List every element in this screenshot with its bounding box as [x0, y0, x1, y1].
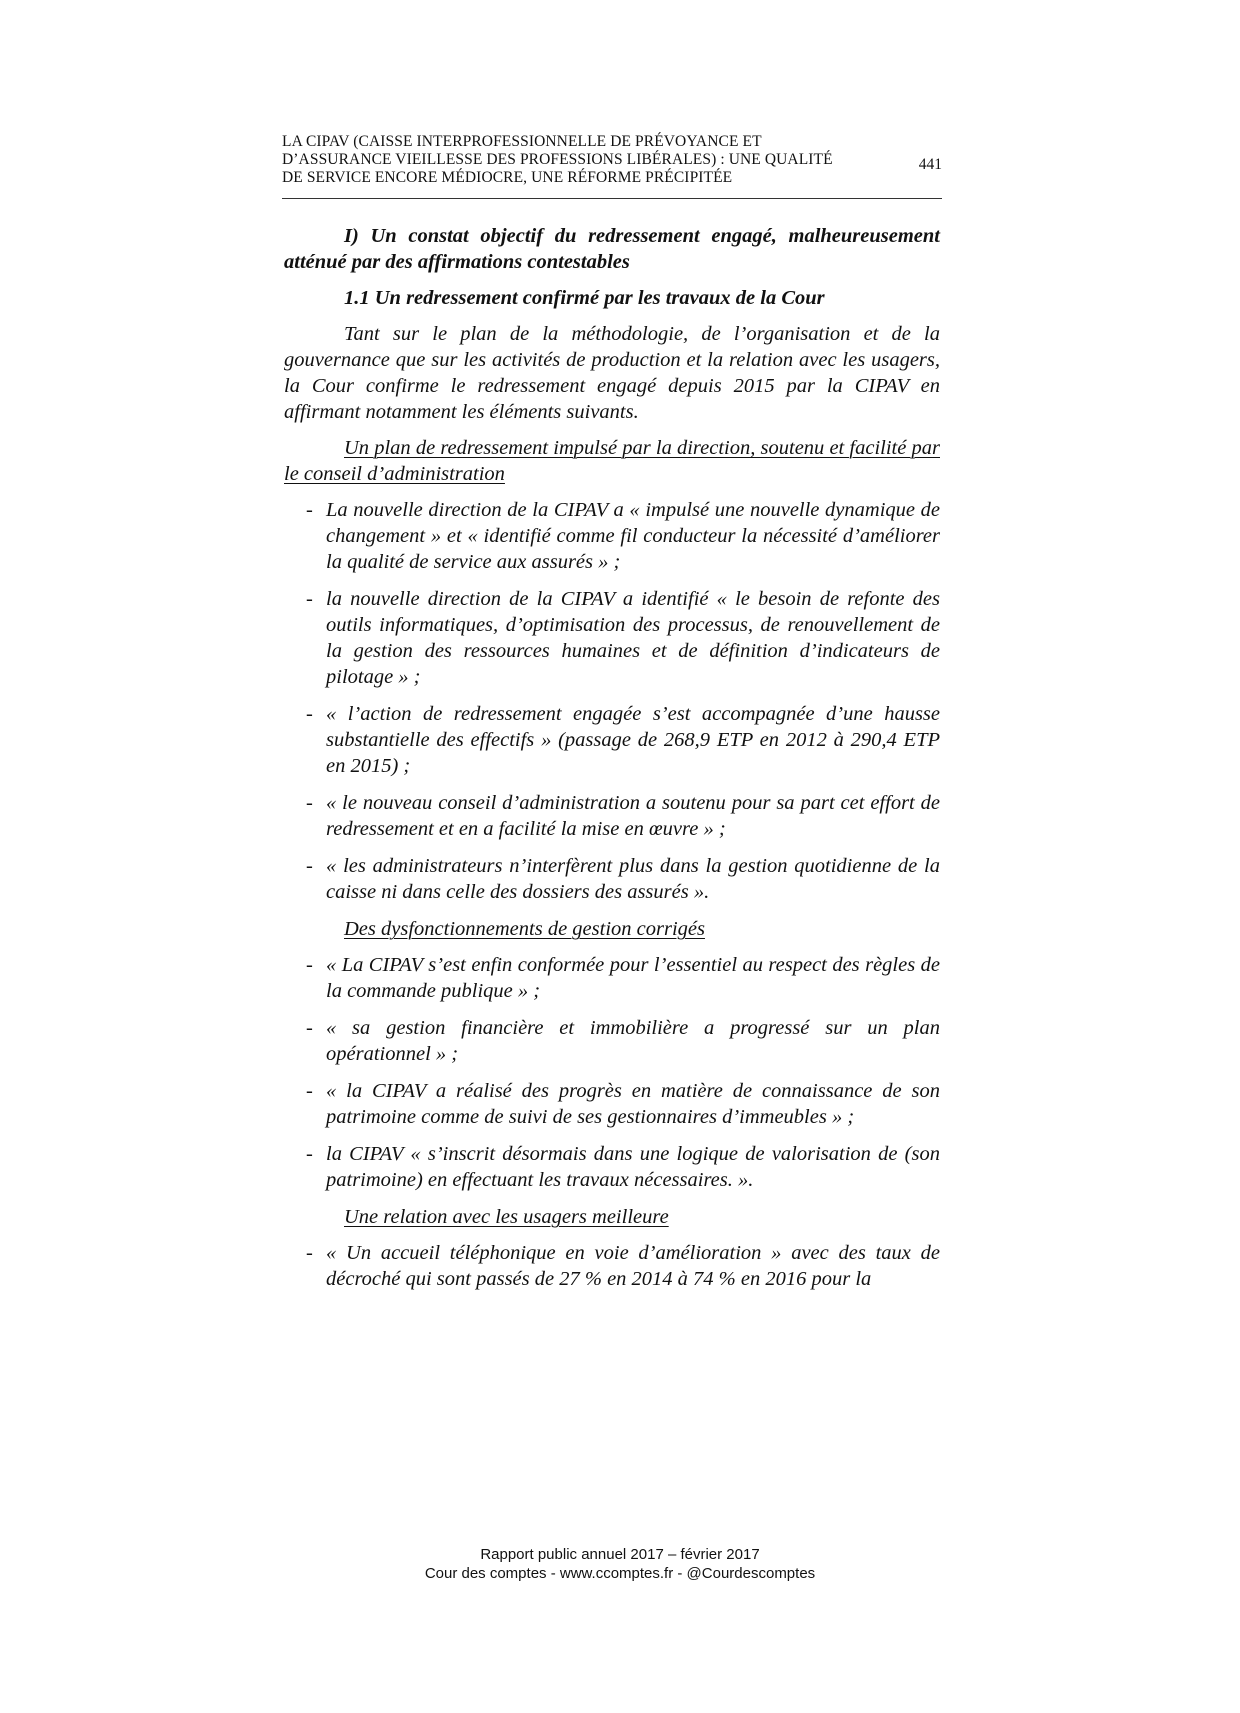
subheading-redressement-plan: Un plan de redressement impulsé par la direction, soutenu et facilité par le conseil d’administration: [284, 437, 940, 485]
subsection-heading: 1.1 Un redressement confirmé par les travaux de la Cour: [344, 287, 825, 309]
list-redressement-plan: [284, 497, 940, 905]
list-item: - « sa gestion financière et immobilière a progressé sur un plan opérationnel » ;: [284, 1015, 940, 1067]
intro-paragraph: Tant sur le plan de la méthodologie, de l’organisation et de la gouvernance que sur les activités de production et la relation avec les usagers, la Cour confirme le redressement engagé depuis 2015 par la CIPAV en affirmant notamment les éléments suivants.: [284, 323, 940, 423]
list-item: - « Un accueil téléphonique en voie d’amélioration » avec des taux de décroché qui sont passés de 27 % en 2014 à 74 % en 2016 pour la: [284, 1240, 940, 1292]
section-heading: I) Un constat objectif du redressement engagé, malheureusement atténué par des affirmations contestables: [284, 225, 940, 273]
list-dysfonctionnements: [284, 952, 940, 1193]
running-header: [282, 133, 942, 187]
list-item: - « la CIPAV a réalisé des progrès en matière de connaissance de son patrimoine comme de suivi de ses gestionnaires d’immeubles » ;: [284, 1078, 940, 1130]
subheading-dysfonctionnements: Des dysfonctionnements de gestion corrigés: [344, 918, 705, 940]
footer-source-line: Cour des comptes - www.ccomptes.fr - @Courdescomptes: [424, 1565, 816, 1582]
document-body: [284, 223, 940, 1303]
list-item: - « les administrateurs n’interfèrent plus dans la gestion quotidienne de la caisse ni dans celle des dossiers des assurés ».: [284, 853, 940, 905]
header-divider: [282, 198, 942, 199]
subheading-relation-usagers: Une relation avec les usagers meilleure: [344, 1206, 669, 1228]
list-relation-usagers: [284, 1240, 940, 1292]
list-item: - « l’action de redressement engagée s’est accompagnée d’une hausse substantielle des effectifs » (passage de 268,9 ETP en 2012 à 290,4 ETP en 2015) ;: [284, 701, 940, 779]
list-item: - « le nouveau conseil d’administration a soutenu pour sa part cet effort de redressement et en a facilité la mise en œuvre » ;: [284, 790, 940, 842]
list-item: - la CIPAV « s’inscrit désormais dans une logique de valorisation de (son patrimoine) en effectuant les travaux nécessaires. ».: [284, 1141, 940, 1193]
list-item: - La nouvelle direction de la CIPAV a « impulsé une nouvelle dynamique de changement » et « identifié comme fil conducteur la nécessité d’améliorer la qualité de service aux assurés » ;: [284, 497, 940, 575]
list-item: - la nouvelle direction de la CIPAV a identifié « le besoin de refonte des outils informatiques, d’optimisation des processus, de renouvellement de la gestion des ressources humaines et de définition d’indicateurs de pilotage » ;: [284, 586, 940, 690]
header-title-line: DE SERVICE ENCORE MÉDIOCRE, UNE RÉFORME PRÉCIPITÉE: [282, 169, 733, 186]
page-number: 441: [918, 156, 942, 173]
list-item: - « La CIPAV s’est enfin conformée pour l’essentiel au respect des règles de la commande publique » ;: [284, 952, 940, 1004]
header-title: [282, 133, 882, 187]
header-title-line: LA CIPAV (CAISSE INTERPROFESSIONNELLE DE PRÉVOYANCE ET: [282, 133, 762, 150]
page-footer: [0, 1545, 1240, 1583]
header-title-line: D’ASSURANCE VIEILLESSE DES PROFESSIONS LIBÉRALES) : UNE QUALITÉ: [282, 151, 833, 168]
footer-report-line: Rapport public annuel 2017 – février 2017: [480, 1546, 760, 1563]
